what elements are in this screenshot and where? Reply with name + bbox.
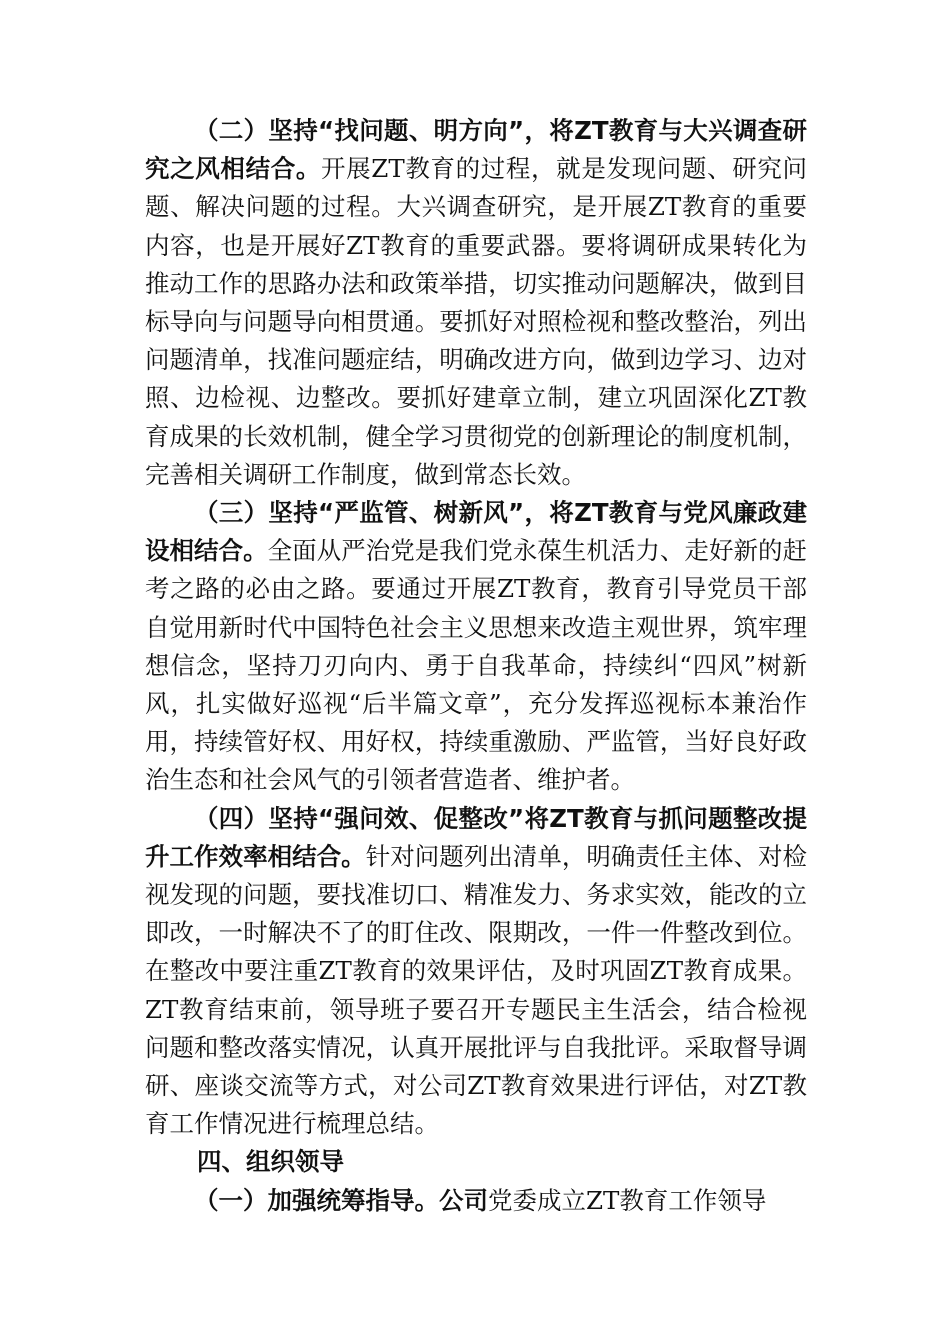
paragraph-lead: （四）坚持“强问效、促整改”将ZT教育与抓问题整改提升工作效率相结合。 <box>145 803 807 871</box>
paragraph-body: 党委成立ZT教育工作领导 <box>488 1185 767 1215</box>
paragraph-body: 针对问题列出清单，明确责任主体、对检视发现的问题，要找准切口、精准发力、务求实效，能改的立即改，一时解决不了的盯住改、限期改，一件一件整改到位。在整改中要注重ZT教育的效果评估，及时巩固ZT教育成果。ZT教育结束前，领导班子要召开专题民主生活会，结合检视问题和整改落实情况，认真开展批评与自我批评。采取督导调研、座谈交流等方式，对公司ZT教育效果进行评估，对ZT教育工作情况进行梳理总结。 <box>145 841 808 1139</box>
paragraph-lead: （二）坚持“找问题、明方向”，将ZT教育与大兴调查研究之风相结合。 <box>145 116 807 184</box>
paragraph-lead: （一）加强统筹指导。公司 <box>194 1185 488 1215</box>
paragraph-body: 开展ZT教育的过程，就是发现问题、研究问题、解决问题的过程。大兴调查研究，是开展ZT教育的重要内容，也是开展好ZT教育的重要武器。要将调研成果转化为推动工作的思路办法和政策举措，切实推动问题解决，做到目标导向与问题导向相贯通。要抓好对照检视和整改整治，列出问题清单，找准问题症结，明确改进方向，做到边学习、边对照、边检视、边整改。要抓好建章立制，建立巩固深化ZT教育成果的长效机制，健全学习贯彻党的创新理论的制度机制，完善相关调研工作制度，做到常态长效。 <box>145 154 807 489</box>
paragraph-coordination <box>145 1182 807 1220</box>
section-heading: 四、组织领导 <box>197 1147 344 1177</box>
paragraph-strict-supervision <box>145 494 807 800</box>
paragraph-body: 全面从严治党是我们党永葆生机活力、走好新的赶考之路的必由之路。要通过开展ZT教育，教育引导党员干部自觉用新时代中国特色社会主义思想来改造主观世界，筑牢理想信念，坚持刀刃向内、勇于自我革命，持续纠“四风”树新风，扎实做好巡视“后半篇文章”，充分发挥巡视标本兼治作用，持续管好权、用好权，持续重激励、严监管，当好良好政治生态和社会风气的引领者营造者、维护者。 <box>145 536 808 795</box>
paragraph-insist-find-problems <box>145 112 807 494</box>
paragraph-lead: （三）坚持“严监管、树新风”，将ZT教育与党风廉政建设相结合。 <box>145 498 807 566</box>
document-page <box>145 112 807 1220</box>
paragraph-rectification <box>145 800 807 1144</box>
